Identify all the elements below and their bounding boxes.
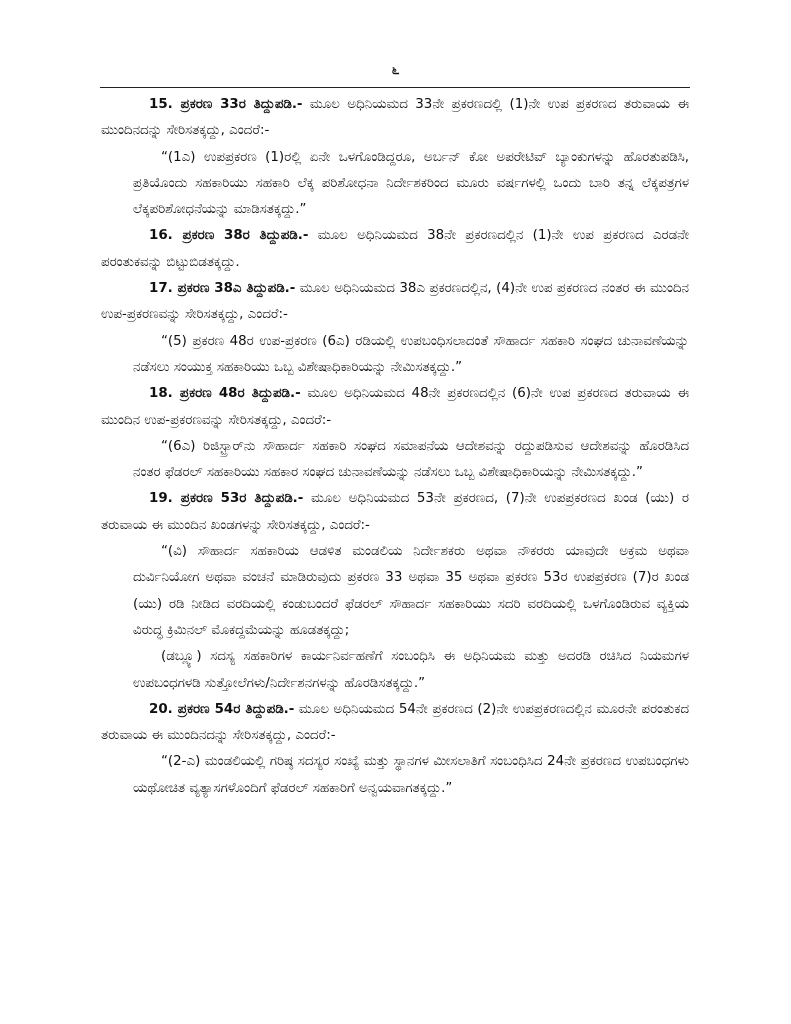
quoted-clause: “(ವಿ) ಸೌಹಾರ್ದ ಸಹಕಾರಿಯ ಆಡಳಿತ ಮಂಡಲಿಯ ನಿರ್ದೇಶಕರು ಅಥವಾ ನೌಕರರು ಯಾವುದೇ ಅಕ್ರಮ ಅಥವಾ ದುರ್ವಿನಿಯೋಗ ಅಥವಾ ವಂಚನೆ ಮಾಡಿರುವುದು ಪ್ರಕರಣ 33 ಅಥವಾ 35 ಅಥವಾ ಪ್ರಕರಣ 53ರ ಉಪಪ್ರಕರಣ (7)ರ ಖಂಡ (ಯು) ರಡಿ ನೀಡಿದ ವರದಿಯಲ್ಲಿ ಕಂಡುಬಂದರೆ ಫೆಡರಲ್ ಸೌಹಾರ್ದ ಸಹಕಾರಿಯು ಸದರಿ ವರದಿಯಲ್ಲಿ ಒಳಗೊಂಡಿರುವ ವ್ಯಕ್ತಿಯ ವಿರುದ್ಧ ಕ್ರಿಮಿನಲ್ ಮೊಕದ್ದಮೆಯನ್ನು ಹೂಡತಕ್ಕದ್ದು; [133,544,689,638]
section-20 [101,697,689,750]
section-text: ಮೂಲ ಅಧಿನಿಯಮದ 38ಎ ಪ್ರಕರಣದಲ್ಲಿನ, (4)ನೇ ಉಪ ಪ್ರಕರಣದ ನಂತರ ಈ ಮುಂದಿನ ಉಪ-ಪ್ರಕರಣವನ್ನು ಸೇರಿಸತಕ್ಕದ್ದು, ಎಂದರೆ:- [101,281,689,323]
section-17 [101,276,689,329]
quoted-clause: “(1ಎ) ಉಪಪ್ರಕರಣ (1)ರಲ್ಲಿ ಏನೇ ಒಳಗೊಂಡಿದ್ದರೂ, ಅರ್ಬನ್ ಕೋ ಅಪರೇಟಿವ್ ಬ್ಯಾಂಕುಗಳನ್ನು ಹೊರತುಪಡಿಸಿ, ಪ್ರತಿಯೊಂದು ಸಹಕಾರಿಯು ಸಹಕಾರಿ ಲೆಕ್ಕ ಪರಿಶೋಧನಾ ನಿರ್ದೇಶಕರಿಂದ ಮೂರು ವರ್ಷಗಳಲ್ಲಿ ಒಂದು ಬಾರಿ ತನ್ನ ಲೆಕ್ಕಪತ್ರಗಳ ಲೆಕ್ಕಪರಿಶೋಧನೆಯನ್ನು ಮಾಡಿಸತಕ್ಕದ್ದು.” [133,149,689,218]
document-body [101,92,689,802]
section-19 [101,486,689,539]
section-heading: 17. ಪ್ರಕರಣ 38ಎ ತಿದ್ದುಪಡಿ.- [149,281,296,297]
section-heading: 19. ಪ್ರಕರಣ 53ರ ತಿದ್ದುಪಡಿ.- [149,491,304,507]
section-15 [101,92,689,145]
section-heading: 16. ಪ್ರಕರಣ 38ರ ತಿದ್ದುಪಡಿ.- [149,228,309,244]
section-heading: 20. ಪ್ರಕರಣ 54ರ ತಿದ್ದುಪಡಿ.- [149,701,295,717]
quoted-clause: “(6ಎ) ರಿಜಿಸ್ಟ್ರಾರ್‌ನು ಸೌಹಾರ್ದ ಸಹಕಾರಿ ಸಂಘದ ಸಮಾಪನೆಯ ಆದೇಶವನ್ನು ರದ್ದುಪಡಿಸುವ ಆದೇಶವನ್ನು ಹೊರಡಿಸಿದ ನಂತರ ಫೆಡರಲ್ ಸಹಕಾರಿಯು ಸಹಕಾರ ಸಂಘದ ಚುನಾವಣೆಯನ್ನು ನಡೆಸಲು ಒಬ್ಬ ವಿಶೇಷಾಧಿಕಾರಿಯನ್ನು ನೇಮಿಸತಕ್ಕದ್ದು.” [133,438,689,481]
quoted-clause: “(2-ಎ) ಮಂಡಲಿಯಲ್ಲಿ ಗರಿಷ್ಠ ಸದಸ್ಯರ ಸಂಖ್ಯೆ ಮತ್ತು ಸ್ಥಾನಗಳ ಮೀಸಲಾತಿಗೆ ಸಂಬಂಧಿಸಿದ 24ನೇ ಪ್ರಕರಣದ ಉಪಬಂಧಗಳು ಯಥೋಚಿತ ವ್ಯತ್ಯಾಸಗಳೊಂದಿಗೆ ಫೆಡರಲ್ ಸಹಕಾರಿಗೆ ಅನ್ವಯವಾಗತಕ್ಕದ್ದು.” [133,754,689,796]
section-18 [101,381,689,434]
quoted-clause: (ಡಬ್ಲ್ಯೂ) ಸದಸ್ಯ ಸಹಕಾರಿಗಳ ಕಾರ್ಯನಿರ್ವಹಣೆಗೆ ಸಂಬಂಧಿಸಿ ಈ ಅಧಿನಿಯಮ ಮತ್ತು ಅದರಡಿ ರಚಿಸಿದ ನಿಯಮಗಳ ಉಪಬಂಧಗಳಡಿ ಸುತ್ತೋಲೆಗಳು/ನಿರ್ದೇಶನಗಳನ್ನು ಹೊರಡಿಸತಕ್ಕದ್ದು.” [133,649,689,691]
section-16 [101,223,689,276]
section-text: ಮೂಲ ಅಧಿನಿಯಮದ 38ನೇ ಪ್ರಕರಣದಲ್ಲಿನ (1)ನೇ ಉಪ ಪ್ರಕರಣದ ಎರಡನೇ ಪರಂತುಕವನ್ನು ಬಿಟ್ಟುಬಿಡತಕ್ಕದ್ದು. [101,228,689,270]
section-text: ಮೂಲ ಅಧಿನಿಯಮದ 53ನೇ ಪ್ರಕರಣದ, (7)ನೇ ಉಪಪ್ರಕರಣದ ಖಂಡ (ಯು) ರ ತರುವಾಯ ಈ ಮುಂದಿನ ಖಂಡಗಳನ್ನು ಸೇರಿಸತಕ್ಕದ್ದು, ಎಂದರೆ:- [101,491,689,533]
section-text: ಮೂಲ ಅಧಿನಿಯಮದ 33ನೇ ಪ್ರಕರಣದಲ್ಲಿ (1)ನೇ ಉಪ ಪ್ರಕರಣದ ತರುವಾಯ ಈ ಮುಂದಿನದನ್ನು ಸೇರಿಸತಕ್ಕದ್ದು, ಎಂದರೆ:- [101,97,689,139]
quoted-clause: “(5) ಪ್ರಕರಣ 48ರ ಉಪ-ಪ್ರಕರಣ (6ಎ) ರಡಿಯಲ್ಲಿ ಉಪಬಂಧಿಸಲಾದಂತೆ ಸೌಹಾರ್ದ ಸಹಕಾರಿ ಸಂಘದ ಚುನಾವಣೆಯನ್ನು ನಡೆಸಲು ಸಂಯುಕ್ತ ಸಹಕಾರಿಯು ಒಬ್ಬ ವಿಶೇಷಾಧಿಕಾರಿಯನ್ನು ನೇಮಿಸತಕ್ಕದ್ದು.” [133,333,689,375]
section-heading: 15. ಪ್ರಕರಣ 33ರ ತಿದ್ದುಪಡಿ.- [149,97,303,112]
page-number: ೬ [391,62,400,78]
header-rule [100,87,690,88]
section-heading: 18. ಪ್ರಕರಣ 48ರ ತಿದ್ದುಪಡಿ.- [149,386,301,402]
section-text: ಮೂಲ ಅಧಿನಿಯಮದ 54ನೇ ಪ್ರಕರಣದ (2)ನೇ ಉಪಪ್ರಕರಣದಲ್ಲಿನ ಮೂರನೇ ಪರಂತುಕದ ತರುವಾಯ ಈ ಮುಂದಿನದನ್ನು ಸೇರಿಸತಕ್ಕದ್ದು, ಎಂದರೆ:- [101,701,689,744]
section-text: ಮೂಲ ಅಧಿನಿಯಮದ 48ನೇ ಪ್ರಕರಣದಲ್ಲಿನ (6)ನೇ ಉಪ ಪ್ರಕರಣದ ತರುವಾಯ ಈ ಮುಂದಿನ ಉಪ-ಪ್ರಕರಣವನ್ನು ಸೇರಿಸತಕ್ಕದ್ದು, ಎಂದರೆ:- [101,386,689,428]
